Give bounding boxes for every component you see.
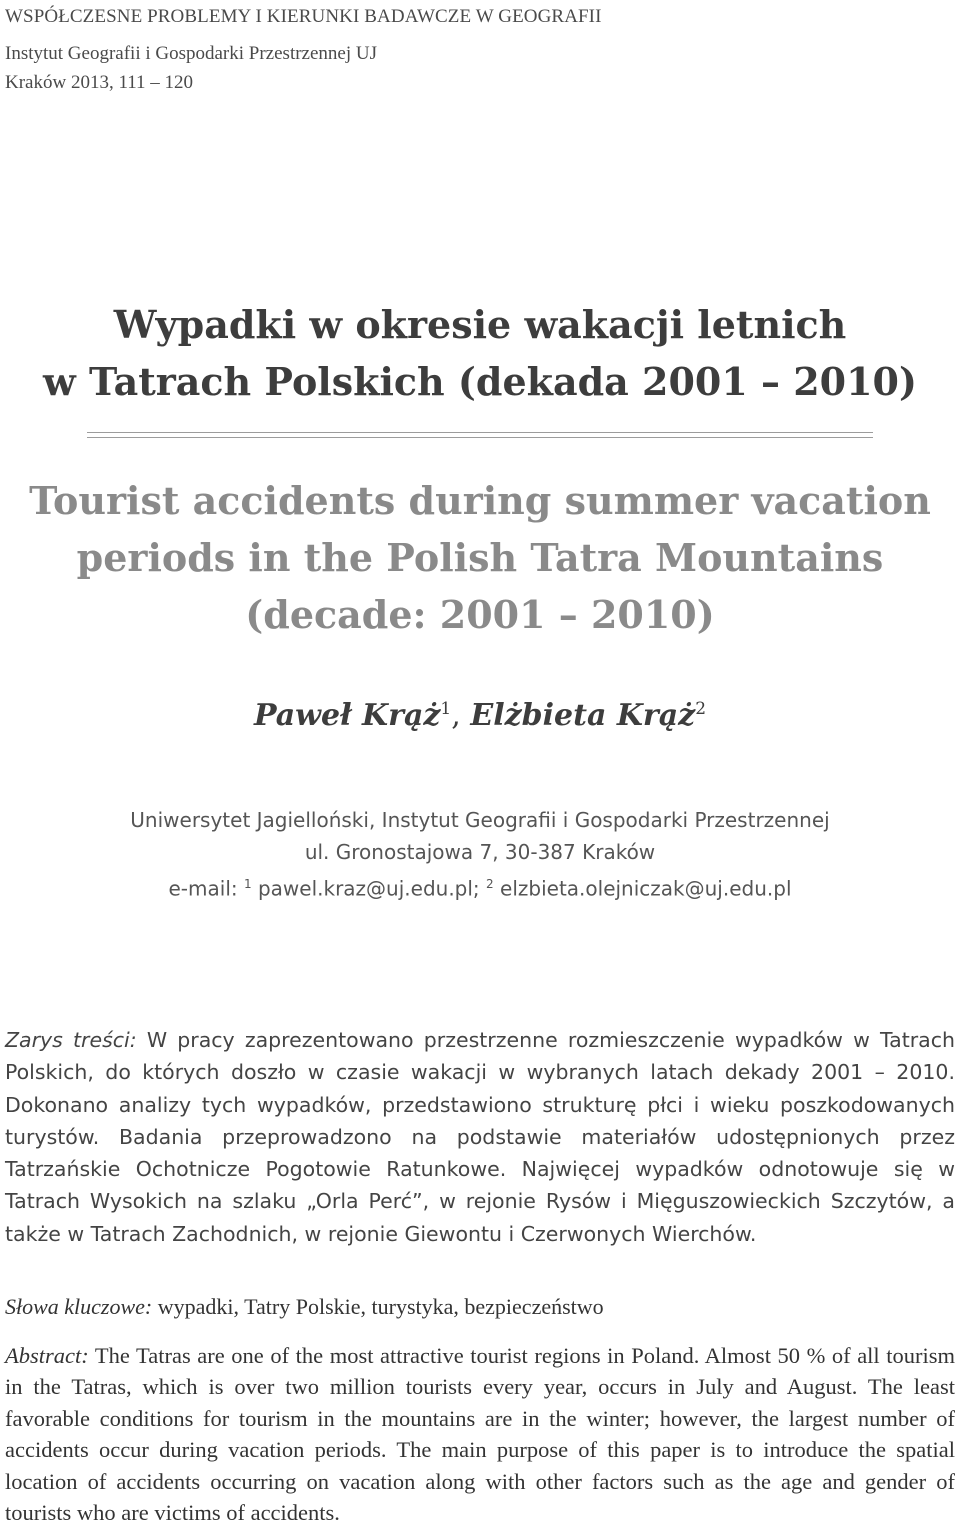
title-polish [0, 296, 960, 410]
title-divider-top [87, 432, 873, 433]
email-2-mark: 2 [486, 877, 494, 891]
keywords-label: Słowa kluczowe: [5, 1294, 153, 1319]
authors [0, 698, 960, 733]
affiliation-address: ul. Gronostajowa 7, 30-387 Kraków [304, 840, 656, 864]
author-2: Elżbieta Krąż [470, 698, 696, 733]
title-polish-line-2: w Tatrach Polskich (dekada 2001 – 2010) [43, 359, 917, 404]
author-2-affil-mark: 2 [695, 699, 707, 719]
journal-series-title: WSPÓŁCZESNE PROBLEMY I KIERUNKI BADAWCZE W GEOGRAFII [5, 6, 602, 27]
email-1-mark: 1 [243, 877, 252, 891]
title-divider-bottom [87, 437, 873, 438]
author-1-affil-mark: 1 [440, 699, 452, 719]
journal-place-pages: Kraków 2013, 111 – 120 [5, 72, 194, 93]
keywords-text: wypadki, Tatry Polskie, turystyka, bezpieczeństwo [152, 1294, 604, 1319]
email-1-link[interactable]: pawel.kraz@uj.edu.pl; [251, 876, 487, 901]
affiliation-emails [0, 872, 960, 901]
email-2-link[interactable]: elzbieta.olejniczak@uj.edu.pl [493, 876, 792, 901]
journal-institute: Instytut Geografii i Gospodarki Przestrzennej UJ [5, 43, 377, 64]
abstract-english-label: Abstract: [5, 1343, 89, 1368]
title-polish-line-1: Wypadki w okresie wakacji letnich [113, 302, 847, 347]
abstract-english [5, 1340, 955, 1528]
title-english-line-3: (decade: 2001 – 2010) [245, 592, 715, 637]
email-label: e-mail: [168, 876, 244, 901]
abstract-polish-text: W pracy zaprezentowano przestrzenne rozmieszczenie wypadków w Tatrach Polskich, do których doszło w czasie wakacji w wybranych latach dekady 2001 – 2010. Dokonano analizy tych wypadków, przedstawiono strukturę płci i wieku poszkodowanych turystów. Badania przeprowadzono na podstawie materiałów udostępnionych przez Tatrzańskie Ochotnicze Pogotowie Ratunkowe. Najwięcej wypadków odnotowuje się w Tatrach Wysokich na szlaku „Orla Perć”, w rejonie Rysów i Mięguszowieckich Szczytów, a także w Tatrach Zachodnich, w rejonie Giewontu i Czerwonych Wierchów. [5, 1028, 955, 1246]
author-1: Paweł Krąż [253, 698, 441, 733]
abstract-polish [5, 1024, 955, 1250]
title-english [0, 472, 960, 643]
affiliation-institution: Uniwersytet Jagielloński, Instytut Geografii i Gospodarki Przestrzennej [130, 808, 830, 832]
abstract-english-text: The Tatras are one of the most attractive tourist regions in Poland. Almost 50 % of all tourism in the Tatras, which is over two million tourists every year, occurs in July and August. The least favorable conditions for tourism in the mountains are in the winter; however, the largest number of accidents occur during vacation periods. The main purpose of this paper is to introduce the spatial location of accidents occurring on vacation along with other factors such as the age and gender of tourists who are victims of accidents. [5, 1343, 955, 1526]
title-english-line-2: periods in the Polish Tatra Mountains [76, 535, 884, 580]
keywords [5, 1292, 955, 1322]
author-separator: , [451, 698, 471, 733]
title-english-line-1: Tourist accidents during summer vacation [29, 478, 931, 523]
abstract-polish-label: Zarys treści: [5, 1028, 137, 1052]
